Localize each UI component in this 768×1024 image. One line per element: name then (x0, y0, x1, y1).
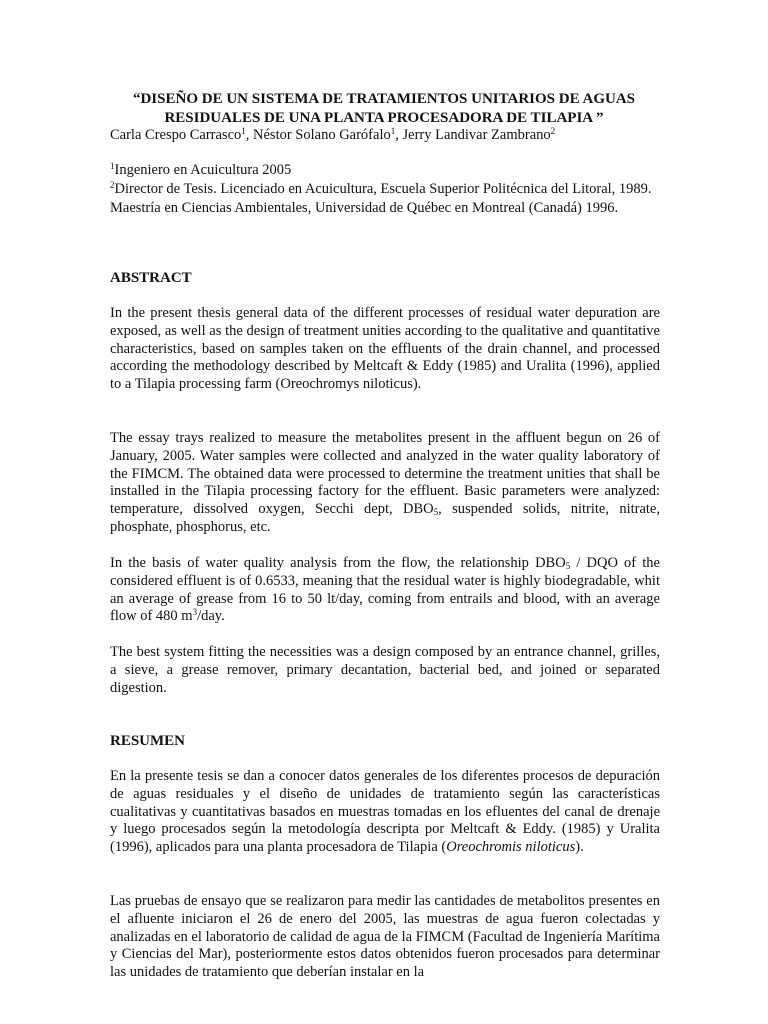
abstract-paragraph-3-text-c: /day. (197, 608, 225, 625)
abstract-paragraph-2-text-b: , suspended solids, nitrite, nitrate, phosphate, phosphorus, etc. (110, 501, 660, 535)
affiliation-1-text: Ingeniero en Acuicultura 2005 (114, 162, 292, 178)
abstract-paragraph-4: The best system fitting the necessities was a design composed by an entrance channel, grilles, a sieve, a grease remover, primary decantation, bacterial bed, and joined or separated digestion. (110, 644, 660, 696)
abstract-paragraph-2-text-a: The essay trays realized to measure the metabolites present in the affluent begun on 26 of January, 2005. Water samples were collected and analyzed in the water quality laboratory of the FIMCM. The obtained data were processed to determine the treatment unities that shall be installed in the Tilapia processing factory for the effluent. Basic parameters were analyzed: temperature, dissolved oxygen, Secchi dept, DBO (110, 430, 660, 518)
abstract-paragraph-2 (110, 430, 660, 537)
dbo-subscript: 5 (565, 561, 571, 571)
dbo-subscript: 5 (433, 507, 439, 518)
species-name: Oreochromis niloticus (446, 839, 576, 856)
affiliation-1-mark: 1 (110, 161, 115, 171)
affiliation-1 (110, 161, 660, 180)
author-1-affil-mark: 1 (241, 126, 246, 136)
author-1: Carla Crespo Carrasco (110, 127, 242, 143)
resumen-paragraph-1-text-b: ). (575, 839, 584, 856)
author-list (110, 127, 555, 144)
title-line-1: “DISEÑO DE UN SISTEMA DE TRATAMIENTOS UNITARIOS DE AGUAS (132, 91, 636, 107)
resumen-heading: RESUMEN (110, 733, 186, 749)
abstract-paragraph-1: In the present thesis general data of the different processes of residual water depuration are exposed, as well as the design of treatment unities according to the qualitative and quantitative characteristics, based on samples taken on the effluents of the drain channel, and processed according the methodology described by Meltcaft & Eddy (1985) and Uralita (1996), applied to a Tilapia processing farm (Oreochromys niloticus). (110, 305, 660, 393)
abstract-paragraph-3-text-a: In the basis of water quality analysis from the flow, the relationship DBO (110, 555, 566, 571)
affiliation-2-text: Director de Tesis. Licenciado en Acuicultura, Escuela Superior Politécnica del Litoral, 1989. Maestría en Ciencias Ambientales, Universidad de Québec en Montreal (Canadá) 1996. (110, 181, 652, 216)
resumen-paragraph-1-text-a: En la presente tesis se dan a conocer datos generales de los diferentes procesos de depuración de aguas residuales y el diseño de unidades de tratamiento según las características cualitativas y cuantitativas basados en muestras tomadas en los efluentes del canal de drenaje y luego procesados según la metodología descripta por Meltcaft & Eddy. (1985) y Uralita (1996), aplicados para una planta procesadora de Tilapia ( (110, 768, 660, 856)
paper-title (96, 90, 672, 128)
title-line-2: RESIDUALES DE UNA PLANTA PROCESADORA DE TILAPIA ” (164, 110, 604, 126)
abstract-heading: ABSTRACT (110, 270, 192, 286)
author-2-affil-mark: 1 (390, 126, 396, 136)
affiliation-2 (110, 180, 660, 217)
author-3-affil-mark: 2 (550, 126, 556, 136)
abstract-paragraph-3-text-b: / DQO of the considered effluent is of 0.6533, meaning that the residual water is highly biodegradable, whit an average of grease from 16 to 50 lt/day, coming from entrails and blood, with an average flow of 480 m (110, 555, 660, 625)
cubic-superscript: 3 (192, 607, 198, 618)
affiliation-2-mark: 2 (110, 180, 115, 190)
resumen-paragraph-2: Las pruebas de ensayo que se realizaron para medir las cantidades de metabolitos presentes en el afluente iniciaron el 26 de enero del 2005, las muestras de agua fueron colectadas y analizadas en el laboratorio de calidad de agua de la FIMCM (Facultad de Ingeniería Marítima y Ciencias del Mar), posteriormente estos datos obtenidos fueron procesados para determinar las unidades de tratamiento que deberían instalar en la (110, 893, 660, 981)
abstract-paragraph-3 (110, 555, 660, 626)
author-2: , Néstor Solano Garófalo (245, 127, 391, 143)
author-3: , Jerry Landivar Zambrano (395, 127, 551, 143)
resumen-paragraph-1 (110, 768, 660, 857)
